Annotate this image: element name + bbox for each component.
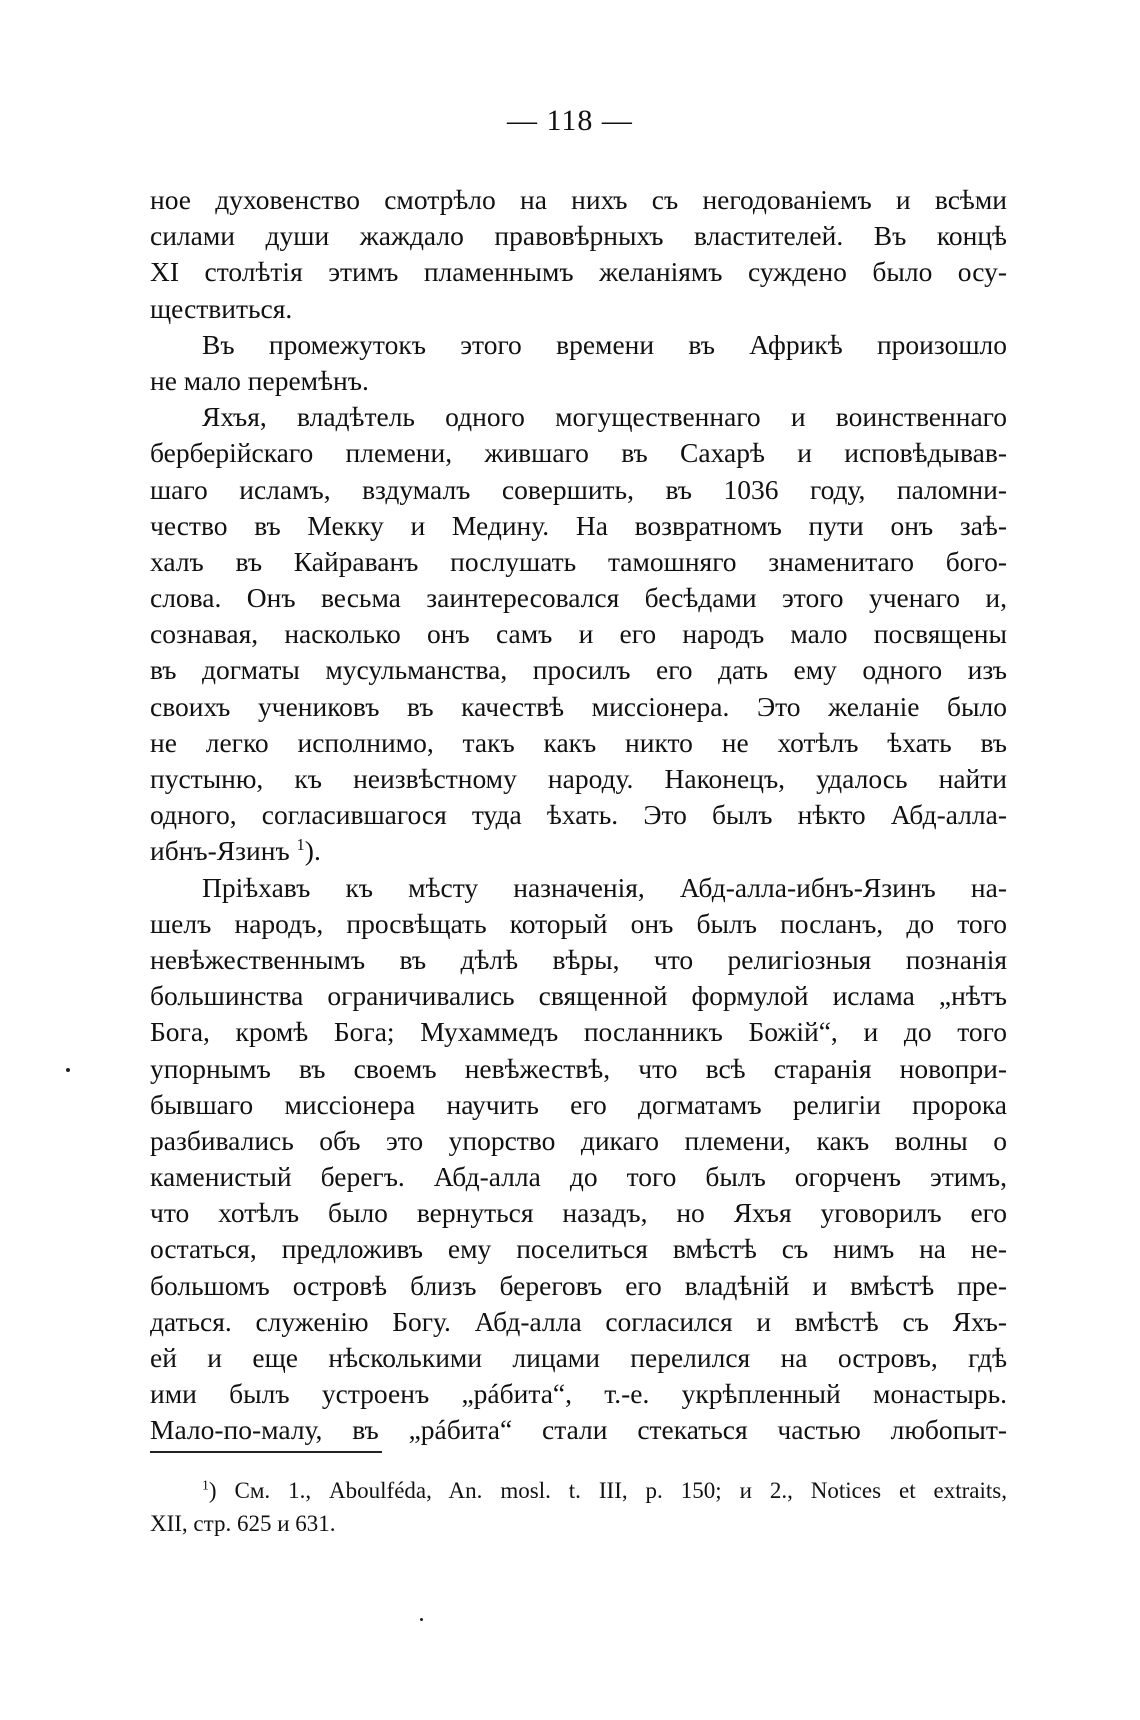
text-line: въ догматы мусульманства, просилъ его дать ему одного изъ — [150, 654, 1007, 686]
text-line: бывшаго миссіонера научить его догматамъ религіи пророка — [150, 1088, 1007, 1120]
text-line: чество въ Мекку и Медину. На возвратномъ пути онъ заѣ- — [150, 509, 1007, 541]
text-line: ими былъ устроенъ „рáбита“, т.-е. укрѣпленный монастырь. — [150, 1378, 1007, 1410]
text-line: ей и еще нѣсколькими лицами перелился на островъ, гдѣ — [150, 1342, 1007, 1373]
scan-speck — [420, 1618, 423, 1621]
text-line: пустыню, къ неизвѣстному народу. Наконецъ, удалось найти — [150, 763, 1007, 794]
footnote-divider — [150, 1451, 382, 1453]
text-line: не легко исполнимо, такъ какъ никто не хотѣлъ ѣхать въ — [150, 726, 1007, 758]
text-line: упорнымъ въ своемъ невѣжествѣ, что всѣ старанія новопри- — [150, 1052, 1007, 1084]
text-line: XI столѣтія этимъ пламеннымъ желаніямъ суждено было осу- — [150, 256, 1007, 288]
text-line: шаго исламъ, вздумалъ совершить, въ 1036 году, паломни- — [150, 473, 1007, 505]
text-line: что хотѣлъ было вернуться назадъ, но Яхъя уговорилъ его — [150, 1197, 1007, 1229]
footnote-line: XII, стр. 625 и 631. — [150, 1511, 336, 1536]
text-line: даться. служенію Богу. Абд-алла согласился и вмѣстѣ съ Яхъ- — [150, 1305, 1007, 1337]
text-line: халъ въ Кайраванъ послушать тамошняго знаменитаго бого- — [150, 545, 1007, 577]
text-line: разбивались объ это упорство дикаго племени, какъ волны о — [150, 1124, 1007, 1156]
text-line: своихъ учениковъ въ качествѣ миссіонера. Это желаніе было — [150, 690, 1007, 722]
text-line: берберійскаго племени, жившаго въ Сахарѣ и исповѣдывав- — [150, 437, 1007, 469]
text-line: одного, согласившагося туда ѣхать. Это былъ нѣкто Абд-алла- — [150, 799, 1007, 831]
text-line: каменистый берегъ. Абд-алла до того былъ огорченъ этимъ, — [150, 1161, 1007, 1193]
text-line: шелъ народъ, просвѣщать который онъ былъ посланъ, до того — [150, 907, 1007, 939]
page-number: — 118 — — [507, 104, 633, 137]
text-line: невѣжественнымъ въ дѣлѣ вѣры, что религіозныя познанія — [150, 943, 1007, 975]
footnote-line — [150, 1474, 1007, 1507]
text-line: большомъ островѣ близъ береговъ его владѣній и вмѣстѣ пре- — [150, 1269, 1007, 1301]
footnote-ref-closing: ). — [304, 835, 321, 867]
text-line: силами души жаждало правовѣрныхъ властителей. Въ концѣ — [150, 220, 1007, 252]
text-line: не мало перемѣнъ. — [150, 364, 369, 396]
footnote-text: ) См. 1., Aboulféda, An. mosl. t. III, p. 150; и 2., Notices et extraits, — [208, 1478, 1007, 1503]
text-line: Мало-по-малу, въ „рáбита“ стали стекаться частью любопыт- — [150, 1414, 1007, 1446]
text-line: остаться, предложивъ ему поселиться вмѣстѣ съ нимъ на не- — [150, 1233, 1007, 1265]
footnote-ref: 1 — [296, 835, 305, 855]
text-line: Въ промежутокъ этого времени въ Африкѣ произошло — [202, 328, 1007, 360]
text-line: Пріѣхавъ къ мѣсту назначенія, Абд-алла-ибнъ-Язинъ на- — [202, 871, 1007, 903]
footnote-marker: 1 — [202, 1477, 209, 1493]
text-line: Яхъя, владѣтель одного могущественнаго и воинственнаго — [202, 401, 1007, 433]
body-text — [150, 182, 1007, 1449]
text-line: ществиться. — [150, 292, 293, 324]
text-line: Бога, кромѣ Бога; Мухаммедъ посланникъ Божій“, и до того — [150, 1016, 1007, 1048]
text-line: ное духовенство смотрѣло на нихъ съ негодованіемъ и всѣми — [150, 184, 1007, 215]
text-line-content: ибнъ-Язинъ — [150, 835, 297, 867]
scan-speck — [66, 1068, 70, 1072]
footnote — [150, 1474, 1007, 1540]
text-line: большинства ограничивались священной формулой ислама „нѣтъ — [150, 980, 1007, 1012]
text-line: слова. Онъ весьма заинтересовался бесѣдами этого ученаго и, — [150, 582, 1007, 614]
text-line — [150, 833, 1007, 869]
text-line: сознавая, насколько онъ самъ и его народъ мало посвящены — [150, 618, 1007, 650]
